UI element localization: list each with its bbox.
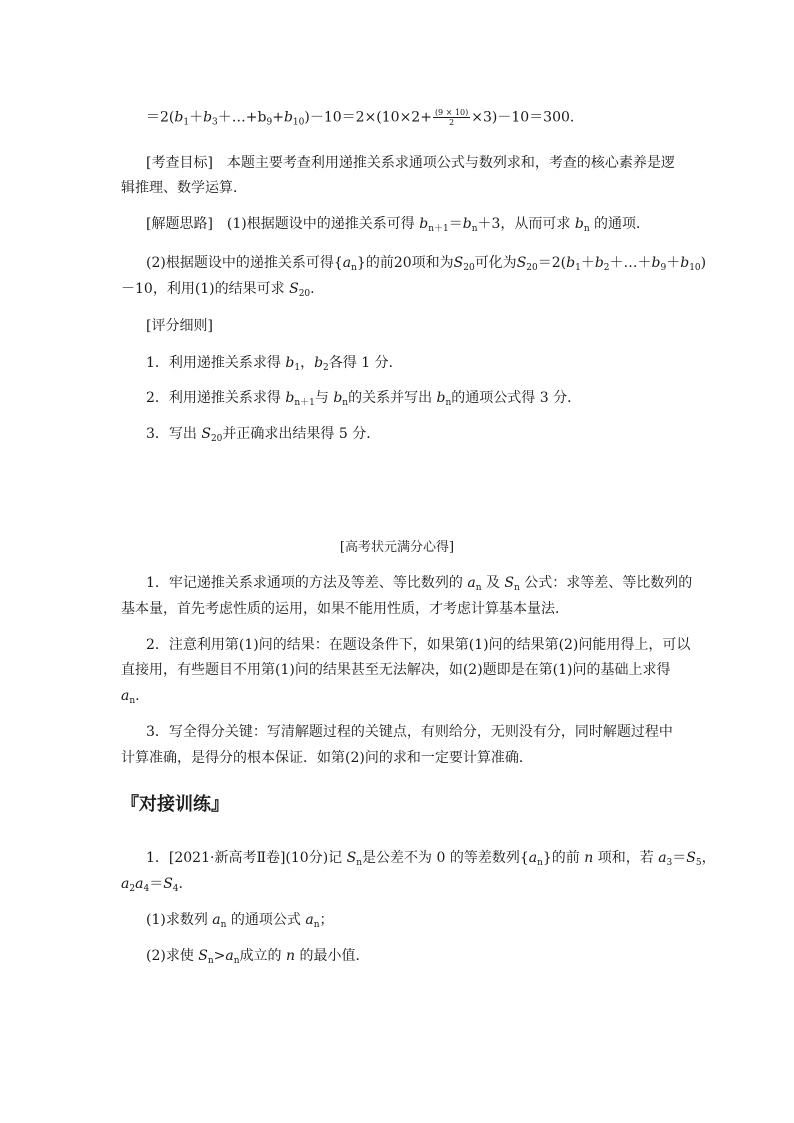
tip-2-line-3: $a_n$. bbox=[121, 688, 140, 706]
tip-3-line-1: 3．写全得分关键：写清解题过程的关键点，有则给分，无则没有分，同时解题过程中 bbox=[146, 724, 673, 740]
idea-line-1: [解题思路] (1)根据题设中的递推关系可得 $b_{n+1}=b_n+3$，从而可求 $b_n$ 的通项． bbox=[146, 216, 651, 234]
tip-3-line-2: 计算准确，是得分的根本保证．如第(2)问的求和一定要计算准确． bbox=[121, 750, 533, 766]
question-1-part-1: (1)求数列 $a_n$ 的通项公式 $a_n$； bbox=[146, 912, 334, 930]
rubric-item-1: 1．利用递推关系求得 $b_1$，$b_2$各得 1 分． bbox=[146, 355, 403, 373]
rubric-item-3: 3．写出 $S_{20}$并正确求出结果得 5 分． bbox=[146, 426, 381, 444]
tip-2-line-1: 2．注意利用第(1)问的结果：在题设条件下，如果第(1)问的结果第(2)问能用得上，可以 bbox=[146, 637, 691, 653]
tip-1-line-1: 1．牢记递推关系求通项的方法及等差、等比数列的 $a_n$ 及 $S_n$ 公式：求等差、等比数列的 bbox=[146, 575, 693, 593]
equation-line: $=2(b_1+b_3+\dots+b_9+b_{10})-10=2\times(10\times 2+$ $\frac{(9 \times 10)}{2}$ ×3)－10＝300. bbox=[146, 108, 575, 128]
tips-title: [高考状元满分心得] bbox=[339, 540, 455, 555]
idea-line-2: (2)根据题设中的递推关系可得$\{a_n\}$的前20项和为$S_{20}$可化为$S_{20}=2(b_1+b_2+\dots+b_9+b_{10})$ bbox=[146, 255, 707, 273]
tip-1-line-2: 基本量，首先考虑性质的运用，如果不能用性质，才考虑计算基本量法． bbox=[121, 601, 569, 617]
goal-line-1: [考查目标] 本题主要考查利用递推关系求通项公式与数列求和，考查的核心素养是逻 bbox=[146, 155, 675, 171]
goal-line-2: 辑推理、数学运算． bbox=[121, 180, 247, 196]
question-1-line-1: 1．[2021·新高考Ⅱ卷](10分)记 $S_n$是公差不为 0 的等差数列$\{a_n\}$的前 n 项和，若 $a_3=S_5$， bbox=[146, 850, 716, 868]
question-1-line-2: $a_2a_4=S_4$. bbox=[121, 876, 183, 894]
rubric-item-2: 2．利用递推关系求得 $b_{n+1}$与 $b_n$的关系并写出 $b_n$的通项公式得 3 分． bbox=[146, 390, 582, 408]
question-1-part-2: (2)求使 $S_n>a_n$成立的 n 的最小值． bbox=[146, 948, 370, 966]
tip-2-line-2: 直接用，有些题目不用第(1)问的结果甚至无法解决，如(2)题即是在第(1)问的基础上求得 bbox=[121, 662, 671, 678]
practice-heading: 『对接训练』 bbox=[121, 794, 229, 815]
idea-line-3: －10，利用(1)的结果可求 $S_{20}$. bbox=[121, 281, 315, 299]
rubric-title: [评分细则] bbox=[146, 318, 213, 334]
fraction: $\frac{(9 \times 10)}{2}$ bbox=[434, 108, 469, 127]
